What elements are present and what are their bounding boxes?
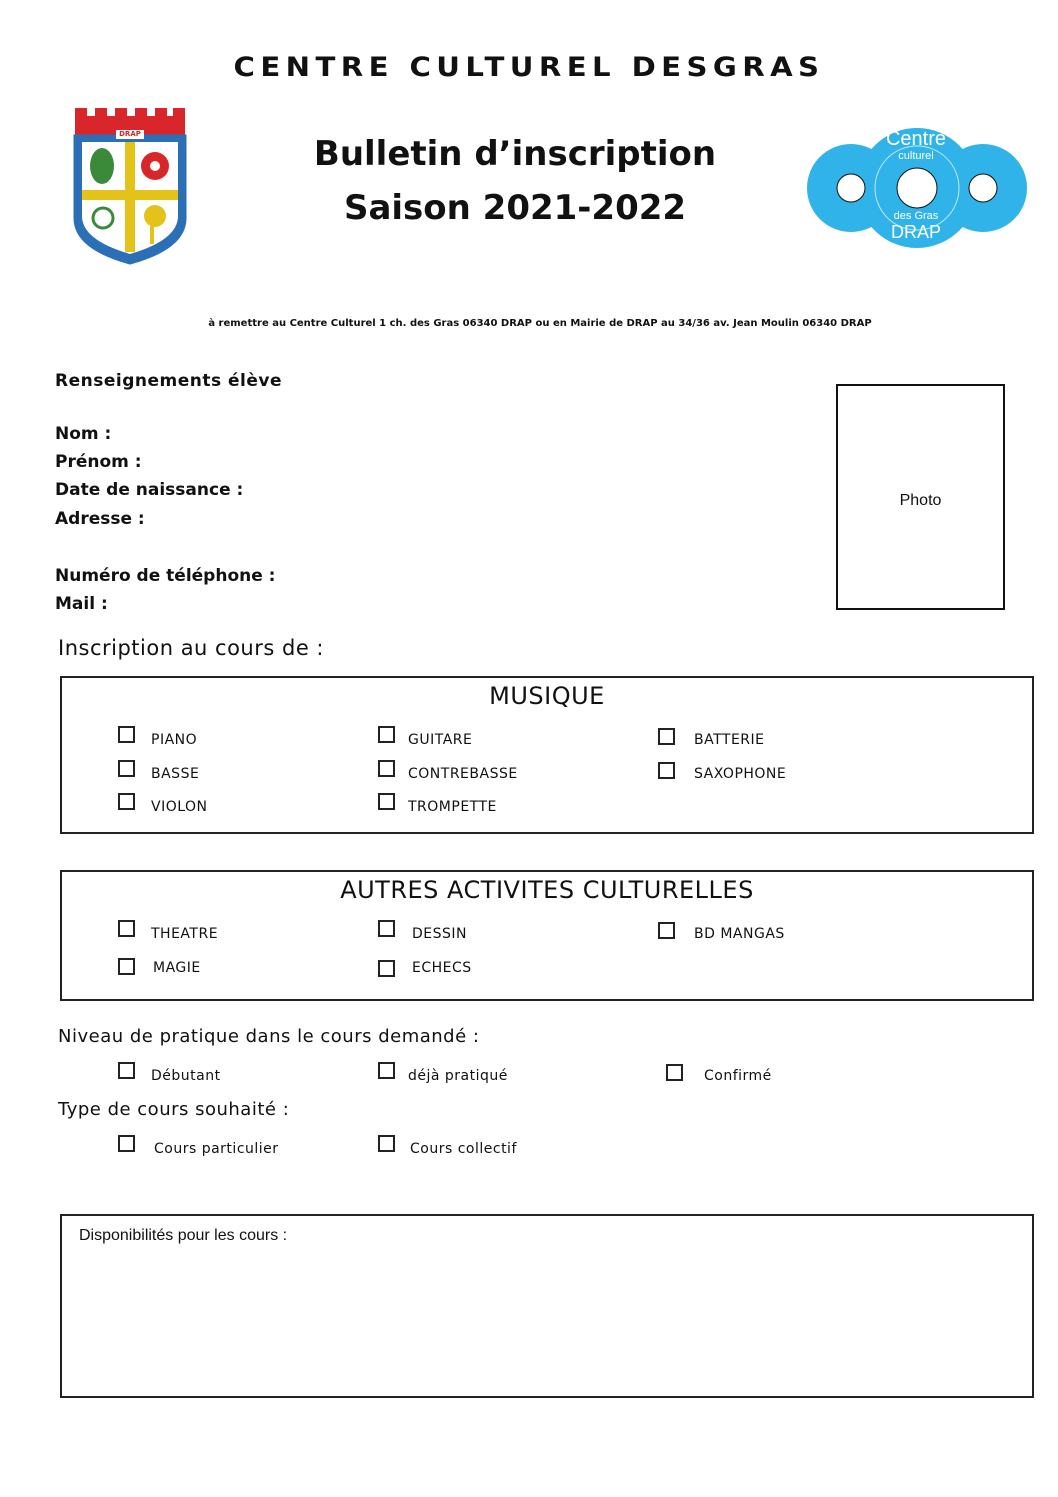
logo-text-culturel: culturel [898,150,934,162]
type-title: Type de cours souhaité : [58,1099,290,1120]
trompette-checkbox[interactable] [378,793,395,810]
submission-instructions: à remettre au Centre Culturel 1 ch. des Gras 06340 DRAP ou en Mairie de DRAP au 34/36 av. Jean Moulin 06340 DRAP [208,318,872,329]
violon-label: VIOLON [151,799,208,815]
basse-checkbox[interactable] [118,760,135,777]
disponibilites-label: Disponibilités pour les cours : [79,1227,288,1244]
confirme-label: Confirmé [704,1068,772,1084]
magie-checkbox[interactable] [118,958,135,975]
musique-title: MUSIQUE [489,682,605,710]
saxophone-checkbox[interactable] [658,762,675,779]
violon-checkbox[interactable] [118,793,135,810]
basse-label: BASSE [151,766,200,782]
piano-checkbox[interactable] [118,726,135,743]
guitare-label: GUITARE [408,732,473,748]
cours-particulier-label: Cours particulier [154,1141,279,1157]
inscription-title: Inscription au cours de : [58,636,324,660]
guitare-checkbox[interactable] [378,726,395,743]
nom-label: Nom : [55,424,112,444]
batterie-checkbox[interactable] [658,728,675,745]
piano-label: PIANO [151,732,198,748]
deja-pratique-checkbox[interactable] [378,1062,395,1079]
dessin-label: DESSIN [412,926,468,942]
deja-pratique-label: déjà pratiqué [408,1068,508,1084]
student-section-title: Renseignements élève [55,371,283,391]
bd-mangas-checkbox[interactable] [658,922,675,939]
logo-text-desgras: des Gras [893,210,939,222]
logo-text-drap: DRAP [890,222,941,242]
trompette-label: TROMPETTE [408,799,497,815]
confirme-checkbox[interactable] [666,1064,683,1081]
bd-mangas-label: BD MANGAS [694,926,785,942]
cours-collectif-label: Cours collectif [410,1141,517,1157]
mail-label: Mail : [55,594,108,614]
photo-label: Photo [899,492,942,509]
autres-title: AUTRES ACTIVITES CULTURELLES [340,876,754,904]
echecs-checkbox[interactable] [378,960,395,977]
debutant-label: Débutant [151,1068,221,1084]
cours-particulier-checkbox[interactable] [118,1135,135,1152]
batterie-label: BATTERIE [694,732,765,748]
contrebasse-checkbox[interactable] [378,760,395,777]
echecs-label: ECHECS [412,960,472,976]
season-title: Saison 2021-2022 [343,188,687,228]
saxophone-label: SAXOPHONE [694,766,787,782]
theatre-label: THEATRE [151,926,219,942]
birthdate-label: Date de naissance : [55,480,244,500]
niveau-title: Niveau de pratique dans le cours demandé : [58,1026,480,1047]
address-label: Adresse : [55,509,145,529]
dessin-checkbox[interactable] [378,920,395,937]
center-name: CENTRE CULTUREL DESGRAS [233,52,825,83]
magie-label: MAGIE [153,960,201,976]
theatre-checkbox[interactable] [118,920,135,937]
logo-text-centre: Centre [885,128,947,150]
debutant-checkbox[interactable] [118,1062,135,1079]
phone-label: Numéro de téléphone : [55,566,276,586]
cours-collectif-checkbox[interactable] [378,1135,395,1152]
contrebasse-label: CONTREBASSE [408,766,518,782]
crest-banner: DRAP [119,130,141,138]
prenom-label: Prénom : [55,452,142,472]
form-title: Bulletin d’inscription [313,134,717,174]
